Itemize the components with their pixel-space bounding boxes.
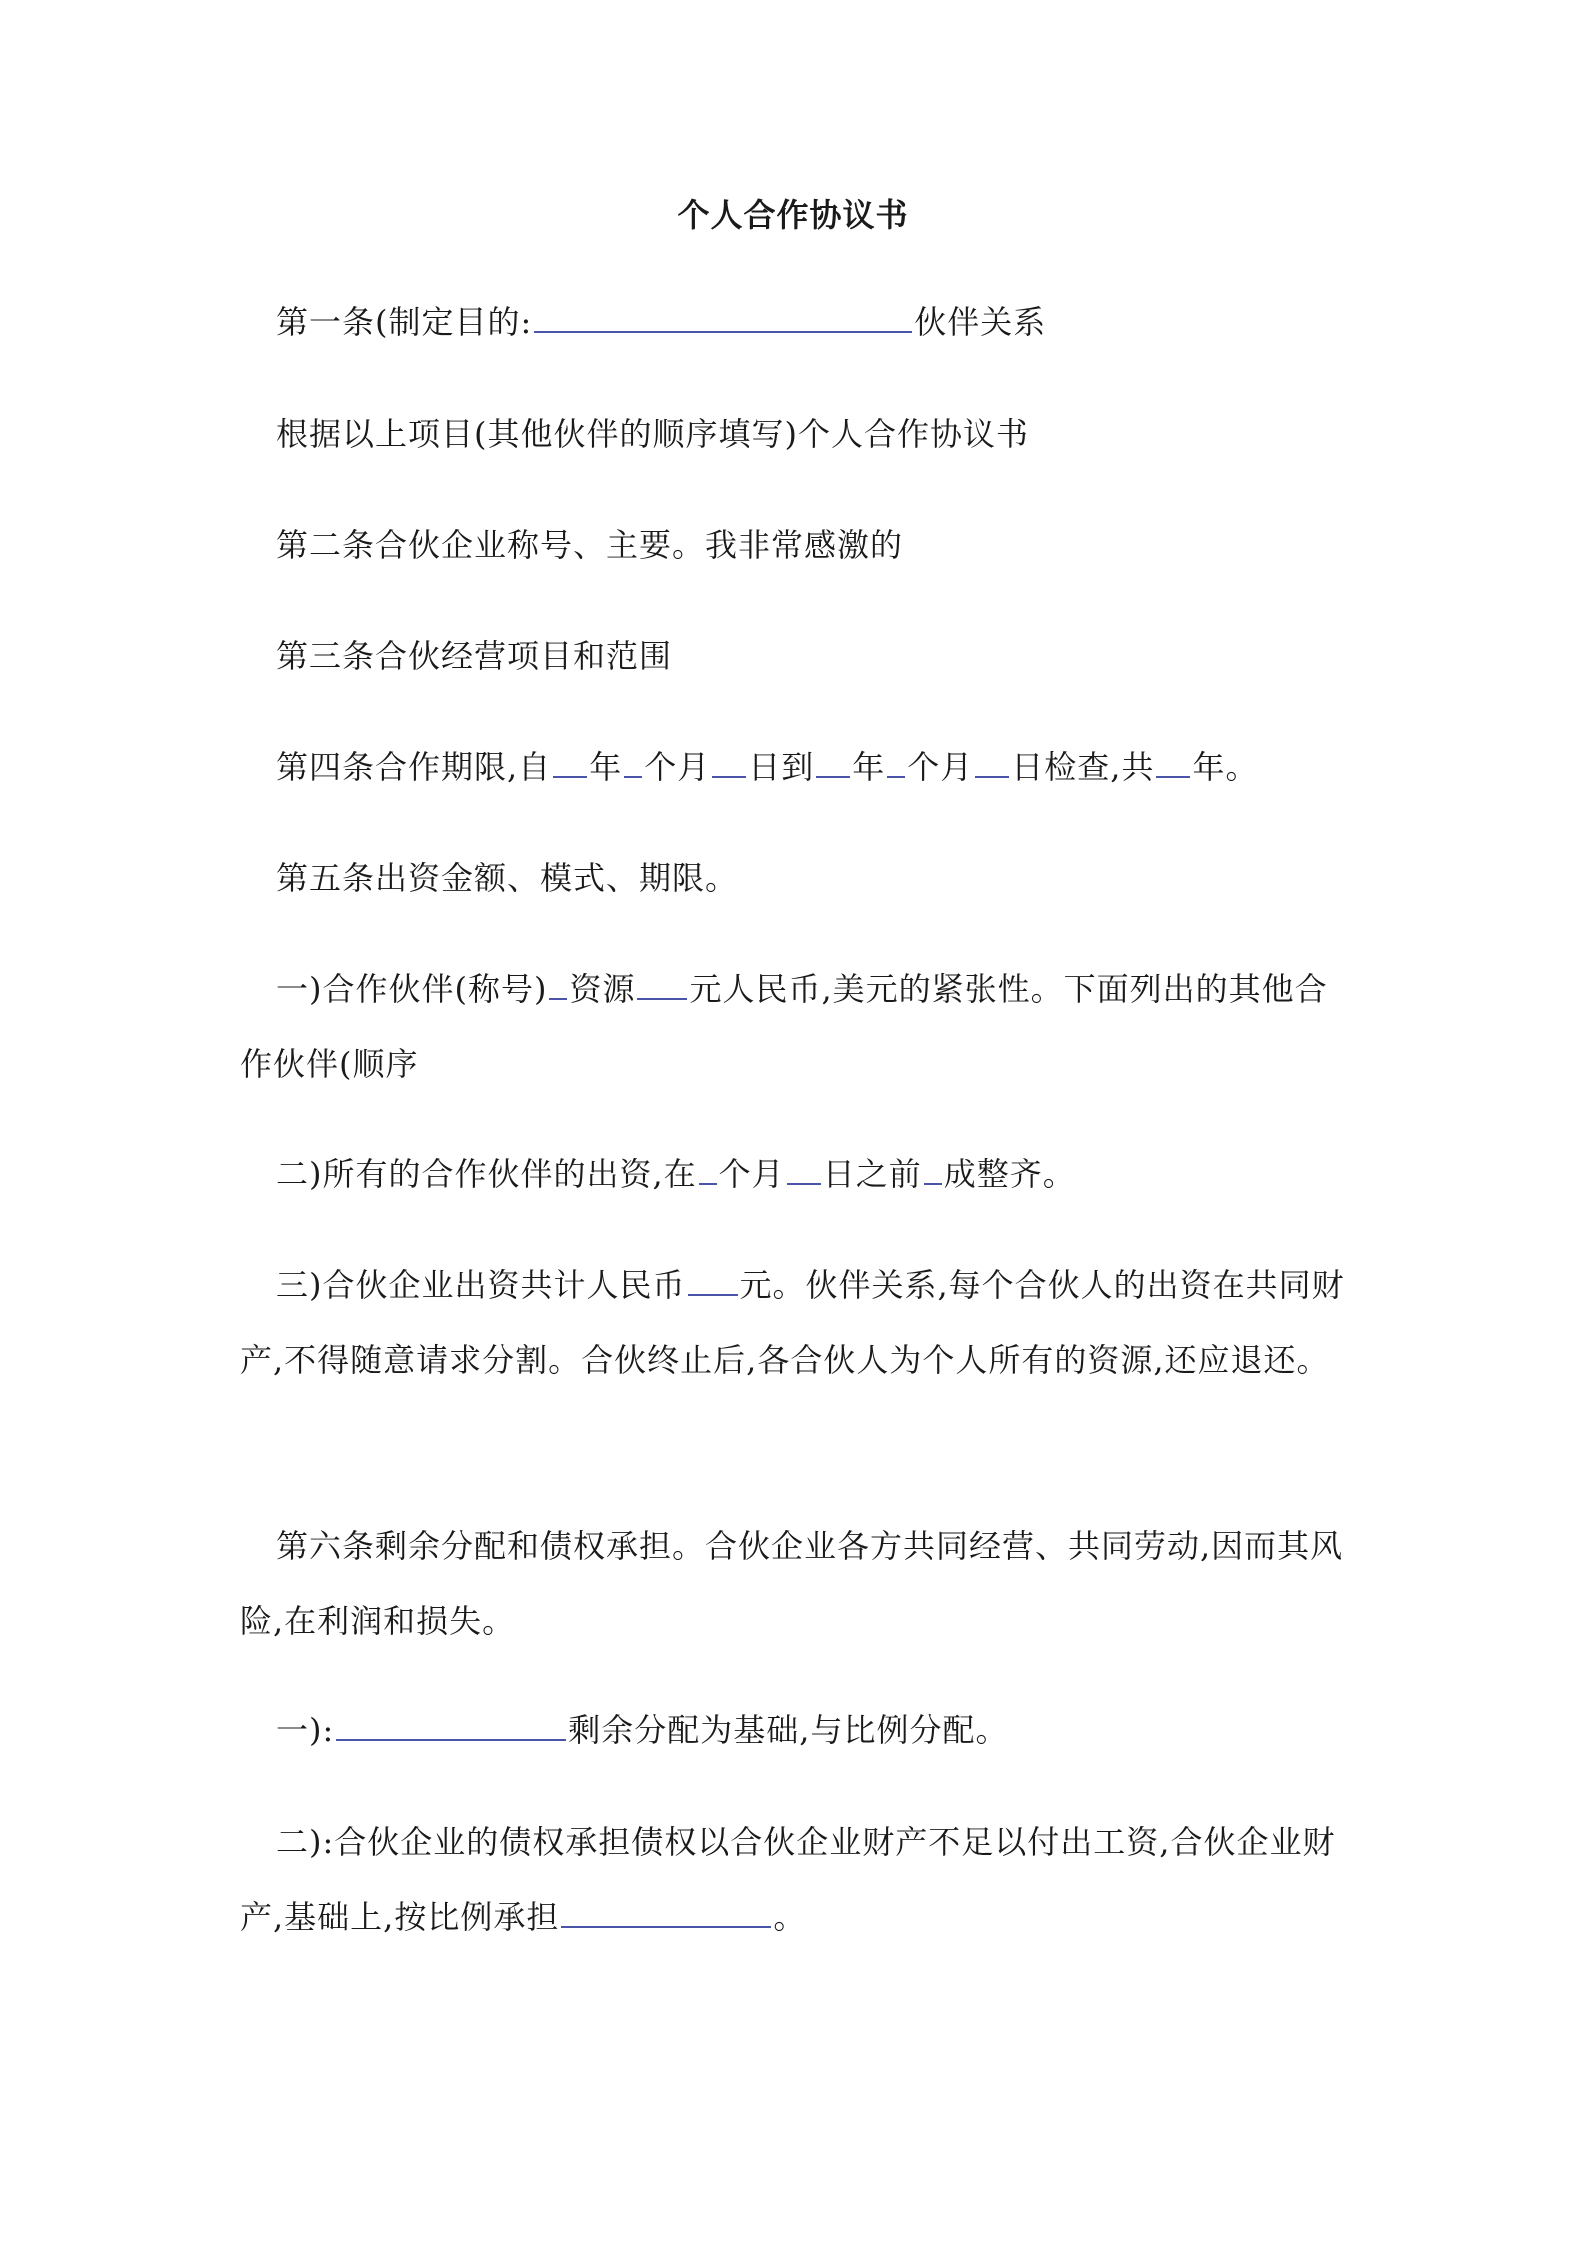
fill-blank xyxy=(688,1260,738,1296)
year-label: 年。 xyxy=(1192,748,1259,786)
item-text: 个月 xyxy=(718,1155,785,1193)
article-5: 第五条出资金额、模式、期限。 xyxy=(276,859,739,897)
fill-blank xyxy=(549,964,567,1000)
article-1 xyxy=(240,285,1360,360)
item-text: 二)所有的合作伙伴的出资,在 xyxy=(276,1155,697,1193)
fill-blank xyxy=(816,742,850,778)
fill-blank xyxy=(787,1149,821,1185)
year-label: 年 xyxy=(852,748,886,786)
fill-blank xyxy=(624,742,642,778)
document-title: 个人合作协议书 xyxy=(677,196,909,234)
item-text: 成整齐。 xyxy=(943,1155,1076,1193)
fill-blank xyxy=(561,1892,771,1928)
fill-blank xyxy=(637,964,687,1000)
article-1-text: 第一条(制定目的: xyxy=(276,303,533,341)
item-text: 资源 xyxy=(569,970,636,1008)
article-1-text-end: 伙伴关系 xyxy=(914,303,1047,341)
fill-blank xyxy=(534,297,912,333)
month-label: 个月 xyxy=(907,748,974,786)
fill-blank xyxy=(699,1149,717,1185)
item-text: 。 xyxy=(773,1898,807,1936)
fill-blank xyxy=(887,742,905,778)
item-text: 三)合伙企业出资共计人民币 xyxy=(276,1266,686,1304)
article-6-item-1 xyxy=(240,1693,1360,1768)
year-label: 年 xyxy=(589,748,623,786)
article-6-item-2 xyxy=(240,1805,1360,1955)
article-6: 第六条剩余分配和债权承担。合伙企业各方共同经营、共同劳动,因而其风险,在利润和损失。 xyxy=(240,1527,1344,1640)
article-4 xyxy=(240,730,1360,805)
fill-blank xyxy=(336,1705,566,1741)
item-text: 二):合伙企业的债权承担债权以合伙企业财产不足以付出工资,合伙企业财产,基础上,按比例承担 xyxy=(240,1823,1336,1936)
item-text: 元人民币,美元的紧张性。下面列出的其他合作伙伴(顺序 xyxy=(240,970,1328,1083)
article-5-item-2 xyxy=(240,1137,1360,1212)
item-text: 日之前 xyxy=(822,1155,922,1193)
fill-blank xyxy=(924,1149,942,1185)
month-label: 个月 xyxy=(644,748,711,786)
article-2: 第二条合伙企业称号、主要。我非常感激的 xyxy=(276,526,904,564)
item-text: 一)合作伙伴(称号) xyxy=(276,970,548,1008)
fill-blank xyxy=(975,742,1009,778)
fill-blank xyxy=(712,742,746,778)
item-text: 一): xyxy=(276,1711,335,1749)
item-text: 元。伙伴关系,每个合伙人的出资在共同财产,不得随意请求分割。合伙终止后,各合伙人为个人所有的资源,还应退还。 xyxy=(240,1266,1345,1379)
item-text: 剩余分配为基础,与比例分配。 xyxy=(568,1711,1009,1749)
paragraph-2: 根据以上项目(其他伙伴的顺序填写)个人合作协议书 xyxy=(276,415,1029,453)
day-label: 日检查,共 xyxy=(1011,748,1155,786)
article-5-item-1 xyxy=(240,952,1360,1102)
day-label: 日到 xyxy=(748,748,815,786)
article-4-text: 第四条合作期限,自 xyxy=(276,748,552,786)
article-3: 第三条合伙经营项目和范围 xyxy=(276,637,673,675)
fill-blank xyxy=(1156,742,1190,778)
fill-blank xyxy=(553,742,587,778)
article-5-item-3 xyxy=(240,1248,1360,1398)
